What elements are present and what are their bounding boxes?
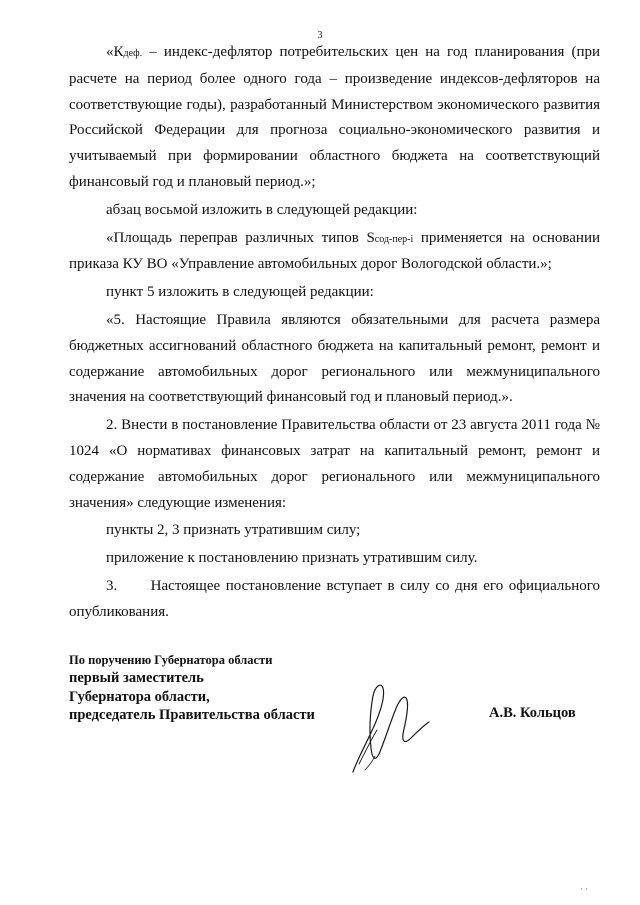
handwritten-signature — [345, 672, 435, 782]
signature-line-authority: По поручению Губернатора области — [69, 653, 273, 667]
page-number: 3 — [317, 30, 323, 41]
signature-block — [69, 652, 315, 725]
paragraph-point-5-text: «5. Настоящие Правила являются обязательными для расчета размера бюджетных ассигнований областного бюджета на капитальный ремонт, ремонт и содержание автомобильных дорог регионального или межмуниципального значения на соответствующий финансовый год и плановый период.». — [69, 311, 600, 406]
paragraph-point-5-intro: пункт 5 изложить в следующей редакции: — [106, 284, 374, 301]
paragraph-abzac-8: абзац восьмой изложить в следующей редакции: — [106, 201, 418, 218]
document-body — [69, 40, 604, 626]
paragraph-deflator-definition: «Кдеф. – индекс-дефлятор потребительских цен на год планирования (при расчете на период более одного года – произведение индексов-дефляторов на соответствующие годы), разработанный Министерством экономического развития Российской Федерации для прогноза социально-экономического развития и учитываемый при формировании областного бюджета на соответствующий финансовый год и плановый период.»; — [69, 44, 600, 190]
paragraph-appendix-void: приложение к постановлению признать утратившим силу. — [106, 550, 478, 567]
paragraph-item-3: 3. Настоящее постановление вступает в силу со дня его официального опубликования. — [69, 577, 604, 620]
paragraph-item-2: 2. Внести в постановление Правительства области от 23 августа 2011 года № 1024 «О нормативах финансовых затрат на капитальный ремонт, ремонт и содержание автомобильных дорог регионального или межмуниципального значения» следующие изменения: — [69, 417, 600, 511]
corner-scan-mark: · · — [580, 884, 589, 894]
paragraph-items-void: пункты 2, 3 признать утратившим силу; — [106, 522, 361, 539]
signatory-name: А.В. Кольцов — [489, 705, 576, 721]
signature-line-position-1: первый заместитель — [69, 670, 204, 686]
signature-line-position-2: Губернатора области, — [69, 688, 210, 705]
signature-line-position-3: председатель Правительства области — [69, 707, 315, 723]
paragraph-crossing-area: «Площадь переправ различных типов Sсод-пер-i применяется на основании приказа КУ ВО «Управление автомобильных дорог Вологодской области.»; — [69, 229, 601, 273]
